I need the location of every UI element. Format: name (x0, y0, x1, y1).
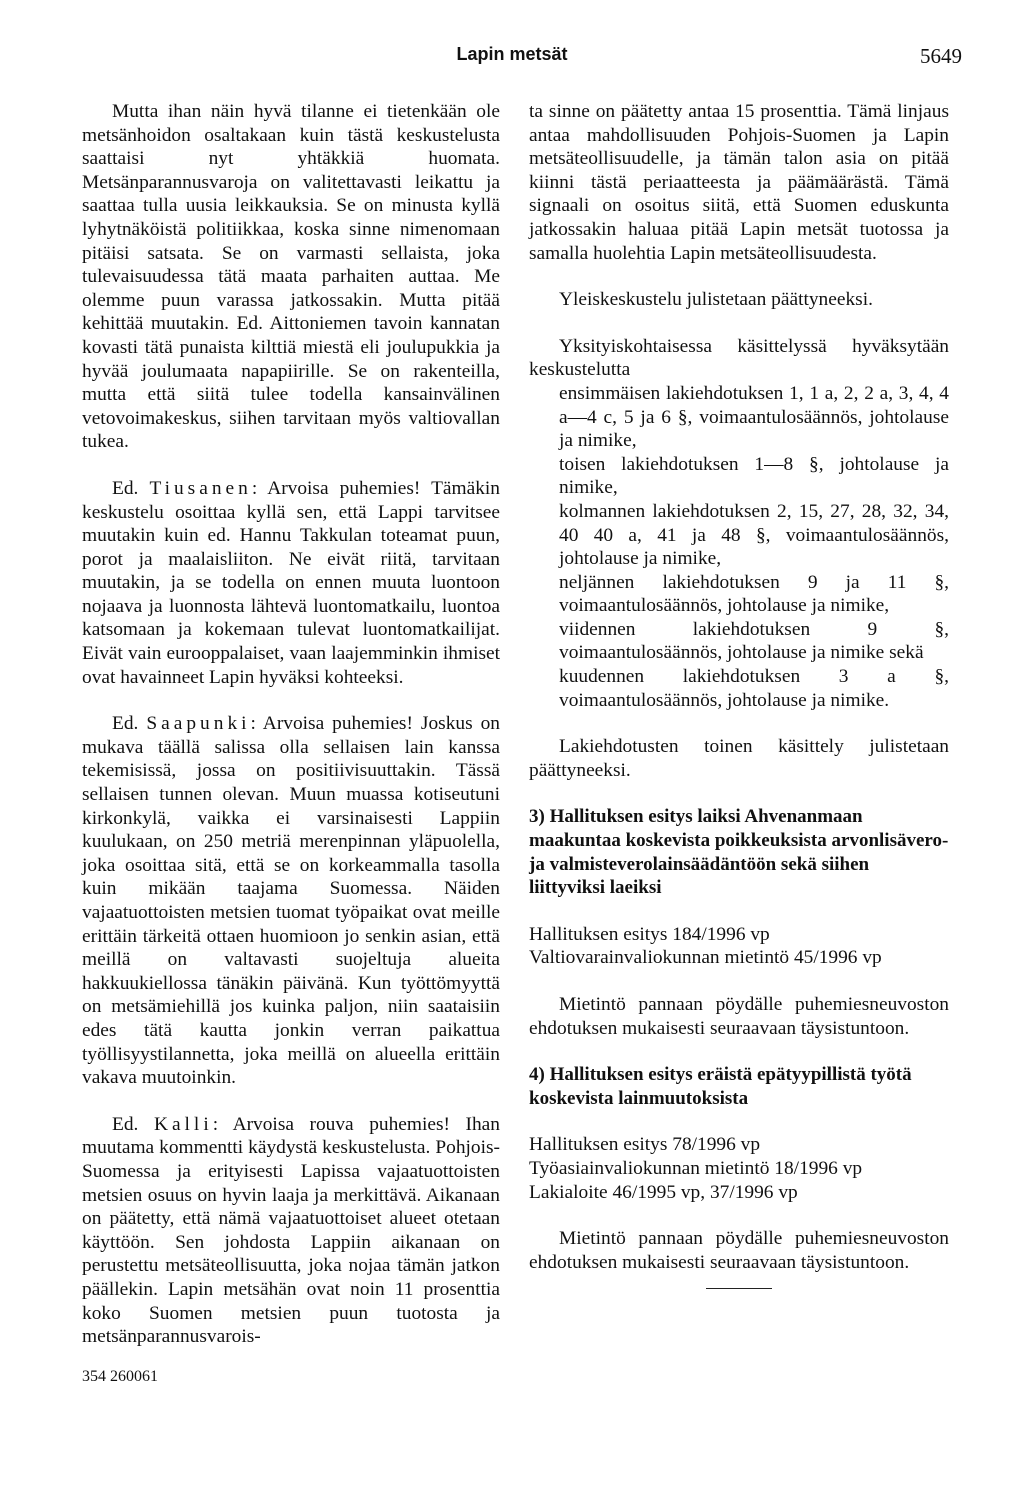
speech-tiusanen (82, 477, 500, 689)
speech-text: : Arvoisa puhemies! Joskus on mukava täällä salissa olla sellaisen lain kanssa tekemisissä, jossa on positiivisuuttakin. Tässä sellaisen tunnen olevan. Muun muassa kotiseutuni kirkonkylä, vaikka ei varsinaisesti Lappiin kuulukaan, on 250 metriä merenpinnan yläpuolella, joka osoittaa sitä, että se on korkeammalla tasolla kuin mikään taajama Suomessa. Näiden vajaatuottoisten metsien tuomat työpaikat ovat meille erittäin tärkeitä ottaen huomioon jo senkin asian, että meillä on valtavasti suojeltuja alueita hakkuukiellossa tänäkin päivänä. Kun työttömyyttä on metsämiehillä jos kuinka paljon, niin saataisiin edes tätä kautta jonkin verran paikattua työllisyystilannetta, joka meillä on alueella erittäin vakava muutoinkin. (82, 713, 500, 1089)
speaker-prefix: Ed. (112, 1113, 139, 1135)
print-code: 354 260061 (82, 1368, 158, 1385)
speaker-prefix: Ed. (112, 713, 139, 735)
list-item: ensimmäisen lakiehdotuksen 1, 1 a, 2, 2 a, 3, 4, 4 a—4 c, 5 ja 6 §, voimaantulosäännös, johtolause ja nimike, (559, 382, 949, 452)
left-column (82, 100, 500, 1349)
page-header (0, 44, 1024, 74)
agenda-item-3-heading: 3) Hallituksen esitys laiksi Ahvenanmaan maakuntaa koskevista poikkeuksista arvonlisävero- ja valmisteverolainsäädäntöön sekä siihen liittyviksi laeiksi (529, 806, 949, 899)
paragraph-opening: Mutta ihan näin hyvä tilanne ei tietenkään ole metsänhoidon osaltakaan kuin tästä keskustelusta saattaisi nyt yhtäkkiä huomata. Metsänparannusvaroja on valitettavasti leikattu ja saattaa tulla uusia leikkauksia. Se on minusta kyllä lyhytnäköistä politiikkaa, koska sinne nimenomaan pitäisi satsata. Se on varmasti sellaista, joka tulevaisuudessa tätä maata parhaiten auttaa. Me olemme puun varassa jatkossakin. Mutta pitää kehittää muutakin. Ed. Aittoniemen tavoin kannatan kovasti tätä punaista kilttiä miestä eli joulupukkia ja hyvää joulumaata napapiirille. Se on rakenteilla, mutta että siitä tulee todella kansainvälinen vetovoimakeskus, siihen tarvitaan myös valtiovallan tukea. (82, 101, 500, 453)
agenda-item-4-ref: Hallituksen esitys 78/1996 vp (529, 1134, 761, 1156)
agenda-item-4-ref: Työasiainvaliokunnan mietintö 18/1996 vp (529, 1157, 863, 1179)
speech-kalli (82, 1113, 500, 1349)
speech-saapunki (82, 712, 500, 1090)
running-title: Lapin metsät (456, 44, 568, 64)
list-item: viidennen lakiehdotuksen 9 §, voimaantulosäännös, johtolause ja nimike sekä (559, 618, 949, 664)
bill-list (529, 382, 949, 712)
agenda-item-3-decision: Mietintö pannaan pöydälle puhemiesneuvoston ehdotuksen mukaisesti seuraavaan täysistuntoon. (529, 994, 949, 1039)
speaker-name: Saapunki (146, 713, 251, 735)
speech-text: : Arvoisa puhemies! Tämäkin keskustelu osoittaa kyllä sen, että Lappi tarvitsee muutakin kuin ed. Hannu Takkulan toteamat puun, porot ja maalaisliiton. Ne eivät riitä, tarvitaan muutakin, ja se todella on ennen muuta luontoon nojaava ja luonnosta lähtevä luontomatkailu, luontoa katsomaan ja kokemaan tulevat luontomatkailijat. Eivät vain eurooppalaiset, vaan laajemminkin ihmiset ovat havainneet Lapin hyväksi kohteeksi. (82, 477, 500, 688)
page-number: 5649 (920, 44, 962, 68)
agenda-item-4-ref: Lakialoite 46/1995 vp, 37/1996 vp (529, 1181, 798, 1203)
list-item: kuudennen lakiehdotuksen 3 a §, voimaantulosäännös, johtolause ja nimike. (559, 666, 949, 711)
agenda-item-3-ref: Valtiovarainvaliokunnan mietintö 45/1996 vp (529, 947, 882, 969)
section-divider (706, 1288, 772, 1289)
agenda-item-3-ref: Hallituksen esitys 184/1996 vp (529, 923, 770, 945)
speaker-prefix: Ed. (112, 477, 139, 499)
list-item: kolmannen lakiehdotuksen 2, 15, 27, 28, 32, 34, 40 40 a, 41 ja 48 §, voimaantulosäännös, johtolause ja nimike, (559, 500, 949, 570)
list-item: toisen lakiehdotuksen 1—8 §, johtolause ja nimike, (559, 453, 949, 499)
second-reading-closed: Lakiehdotusten toinen käsittely julistetaan päättyneeksi. (529, 736, 949, 781)
list-item: neljännen lakiehdotuksen 9 ja 11 §, voimaantulosäännös, johtolause ja nimike, (559, 571, 949, 617)
right-column (529, 100, 949, 1289)
general-debate-closed: Yleiskeskustelu julistetaan päättyneeksi. (559, 289, 873, 311)
detailed-intro: Yksityiskohtaisessa käsittelyssä hyväksytään keskustelutta (529, 335, 949, 381)
paragraph-continuation: ta sinne on päätetty antaa 15 prosenttia. Tämä linjaus antaa mahdollisuuden Pohjois-Suomen ja Lapin metsäteollisuudelle, ja tämän talon asia on pitää kiinni tästä periaatteesta ja päämäärästä. Tämä signaali on osoitus siitä, että Suomen eduskunta jatkossakin haluaa pitää Lapin metsät tuotossa ja samalla huolehtia Lapin metsäteollisuudesta. (529, 101, 949, 264)
agenda-item-4-heading: 4) Hallituksen esitys eräistä epätyypillistä työtä koskevista lainmuutoksista (529, 1064, 912, 1109)
speech-text: : Arvoisa rouva puhemies! Ihan muutama kommentti käydystä keskustelusta. Pohjois-Suomessa ja erityisesti Lapissa vajaatuottoisten metsien osuus on hyvin laaja ja merkittävä. Aikanaan on päätetty, että nämä vajaatuottoiset alueet otetaan käyttöön. Sen johdosta Lappiin aikanaan on perustettu metsäteollisuutta, joka nojaa tämän jatkon päällekin. Lapin metsähän ovat noin 11 prosenttia koko Suomen metsien puun tuotosta ja metsänparannusvarois- (82, 1113, 500, 1348)
speaker-name: Kalli (153, 1113, 213, 1135)
agenda-item-4-decision: Mietintö pannaan pöydälle puhemiesneuvoston ehdotuksen mukaisesti seuraavaan täysistuntoon. (529, 1228, 949, 1273)
speaker-name: Tiusanen (149, 477, 252, 499)
